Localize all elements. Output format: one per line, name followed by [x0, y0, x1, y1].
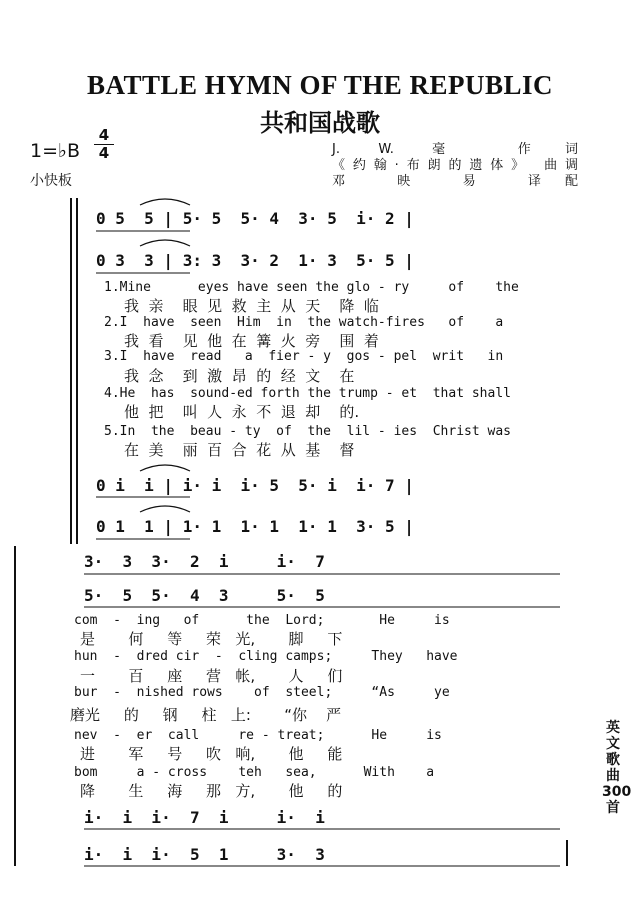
- system2-bottom-upper-staff: i· i i· 7 i i· i: [84, 808, 325, 827]
- verse2-en: 2.I have seen Him in the watch-fires of a: [104, 315, 504, 330]
- verse2-zh: 我 看 见 他 在 篝 火 旁 围 着: [124, 332, 379, 350]
- verse5-en: 5.In the beau - ty of the lil - ies Christ was: [104, 424, 511, 439]
- line3-zh: 磨光 的 钢 柱 上: “你 严: [70, 706, 342, 724]
- song-title: BATTLE HYMN OF THE REPUBLIC: [86, 70, 554, 100]
- credit-lyricist: J. W. 毫 作词: [332, 142, 578, 157]
- line2-en: hun - dred cir - cling camps; They have: [74, 649, 458, 664]
- song-subtitle: 共和国战歌: [260, 109, 380, 137]
- system2-lower-staff: 5· 5 5· 4 3 5· 5: [84, 586, 325, 605]
- line3-en: bur - nished rows of steel; “As ye: [74, 685, 450, 700]
- verse4-en: 4.He has sound-ed forth the trump - et that shall: [104, 386, 511, 401]
- slur-mark: [140, 240, 190, 246]
- verse4-zh: 他 把 叫 人 永 不 退 却 的.: [124, 403, 360, 421]
- line1-zh: 是 何 等 荣 光, 脚 下: [80, 630, 343, 648]
- line5-en: bom a - cross teh sea, With a: [74, 765, 435, 780]
- system1-bottom-upper-staff: 0 i i | i· i i· 5 5· i i· 7 |: [96, 476, 414, 495]
- line2-zh: 一 百 座 营 帐, 人 们: [80, 667, 343, 685]
- system2-bottom-lower-staff: i· i i· 5 1 3· 3: [84, 845, 325, 864]
- slur-mark: [140, 199, 190, 205]
- verse3-zh: 我 念 到 激 昂 的 经 文 在: [124, 367, 355, 385]
- verse1-zh: 我 亲 眼 见 救 主 从 天 降 临: [124, 297, 379, 315]
- credit-melody: 《约翰·布朗的遗体》 曲调: [332, 158, 578, 173]
- line1-en: com - ing of the Lord; He is: [74, 613, 450, 628]
- verse3-en: 3.I have read a fier - y gos - pel writ in: [104, 349, 504, 364]
- system2-upper-staff: 3· 3 3· 2 i i· 7: [84, 552, 325, 571]
- time-signature-top: 4: [98, 126, 110, 144]
- side-caption: 英文歌曲300首: [602, 720, 632, 816]
- system1-upper-staff: 0 5 5 | 5· 5 5· 4 3· 5 i· 2 |: [96, 209, 414, 228]
- line4-en: nev - er call re - treat; He is: [74, 728, 442, 743]
- system1-lower-staff: 0 3 3 | 3: 3 3· 2 1· 3 5· 5 |: [96, 251, 414, 270]
- tempo-marking: 小快板: [30, 173, 72, 189]
- key-signature: 1=♭B: [30, 140, 81, 162]
- line4-zh: 进 军 号 吹 响, 他 能: [80, 745, 343, 763]
- slur-mark: [140, 465, 190, 471]
- line5-zh: 降 生 海 那 方, 他 的: [80, 782, 343, 800]
- verse5-zh: 在 美 丽 百 合 花 从 基 督: [124, 441, 355, 459]
- credit-translator: 邓 映 易 译配: [332, 174, 578, 189]
- slur-mark: [140, 506, 190, 512]
- verse1-en: 1.Mine eyes have seen the glo - ry of the: [104, 280, 519, 295]
- time-signature-bottom: 4: [98, 144, 110, 162]
- system1-bottom-lower-staff: 0 1 1 | 1· 1 1· 1 1· 1 3· 5 |: [96, 517, 414, 536]
